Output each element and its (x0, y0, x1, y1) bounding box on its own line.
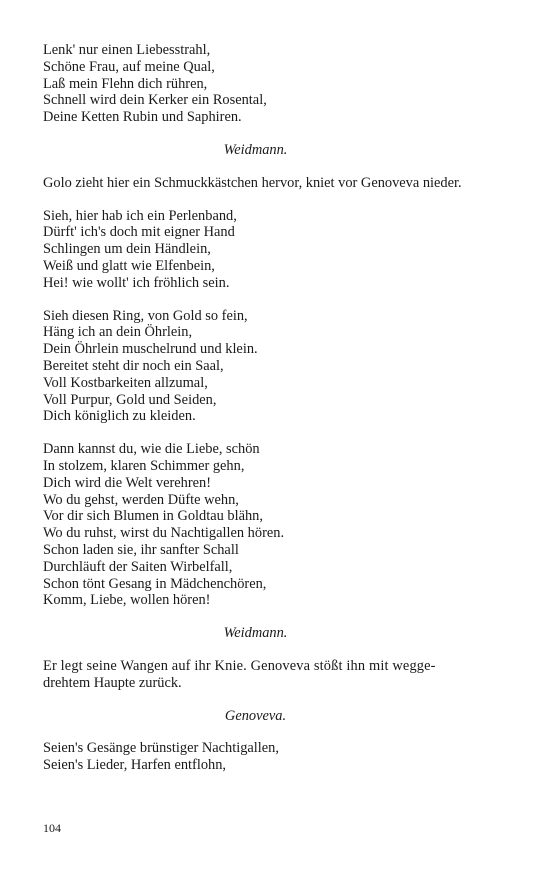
verse-line: Seien's Lieder, Harfen entflohn, (43, 757, 227, 774)
verse-line: Schon tönt Gesang in Mädchenchören, (43, 575, 267, 592)
stanza-4 (43, 441, 468, 609)
verse-line: Hei! wie wollt' ich fröhlich sein. (43, 274, 230, 291)
verse-line: Sieh diesen Ring, von Gold so fein, (43, 307, 248, 324)
verse-line: Wo du gehst, werden Düfte wehn, (43, 491, 239, 508)
speaker-heading: Weidmann. (223, 625, 288, 642)
page-number: 104 (43, 821, 61, 835)
direction-line: drehtem Haupte zurück. (43, 674, 182, 691)
verse-line: Voll Kostbarkeiten allzumal, (43, 374, 208, 391)
verse-line: Bereitet steht dir noch ein Saal, (43, 357, 224, 374)
verse-line: In stolzem, klaren Schimmer gehn, (43, 457, 245, 474)
verse-line: Schnell wird dein Kerker ein Rosental, (43, 92, 267, 109)
stanza-1 (43, 42, 468, 126)
verse-line: Schon laden sie, ihr sanfter Schall (43, 541, 239, 558)
verse-line: Seien's Gesänge brünstiger Nachtigallen, (43, 740, 279, 757)
verse-line: Dann kannst du, wie die Liebe, schön (43, 441, 260, 458)
verse-line: Wo du ruhst, wirst du Nachtigallen hören. (43, 525, 285, 542)
verse-line: Dein Öhrlein muschelrund und klein. (43, 341, 258, 358)
verse-line: Durchläuft der Saiten Wirbelfall, (43, 558, 233, 575)
stanza-2 (43, 208, 468, 292)
verse-line: Lenk' nur einen Liebesstrahl, (43, 42, 211, 58)
verse-line: Häng ich an dein Öhrlein, (43, 324, 193, 341)
direction-line: Er legt seine Wangen auf ihr Knie. Genoveva stößt ihn mit wegge- (43, 657, 436, 674)
stage-direction (43, 658, 468, 692)
speaker-heading: Weidmann. (223, 141, 288, 158)
verse-line: Sieh, hier hab ich ein Perlenband, (43, 207, 237, 224)
stage-direction: Golo zieht hier ein Schmuckkästchen hervor, kniet vor Genoveva nieder. (43, 174, 462, 191)
stanza-3 (43, 308, 468, 426)
verse-line: Komm, Liebe, wollen hören! (43, 592, 211, 609)
speaker-heading: Genoveva. (224, 707, 287, 724)
stanza-5 (43, 740, 468, 774)
verse-line: Dich wird die Welt verehren! (43, 474, 211, 491)
verse-line: Dich königlich zu kleiden. (43, 408, 196, 425)
verse-line: Laß mein Flehn dich rühren, (43, 75, 208, 92)
page-body (43, 42, 468, 790)
verse-line: Deine Ketten Rubin und Saphiren. (43, 109, 242, 126)
verse-line: Weiß und glatt wie Elfenbein, (43, 257, 215, 274)
verse-line: Schlingen um dein Händlein, (43, 241, 211, 258)
verse-line: Schöne Frau, auf meine Qual, (43, 58, 215, 75)
verse-line: Dürft' ich's doch mit eigner Hand (43, 224, 235, 241)
verse-line: Vor dir sich Blumen in Goldtau blähn, (43, 508, 263, 525)
verse-line: Voll Purpur, Gold und Seiden, (43, 391, 217, 408)
